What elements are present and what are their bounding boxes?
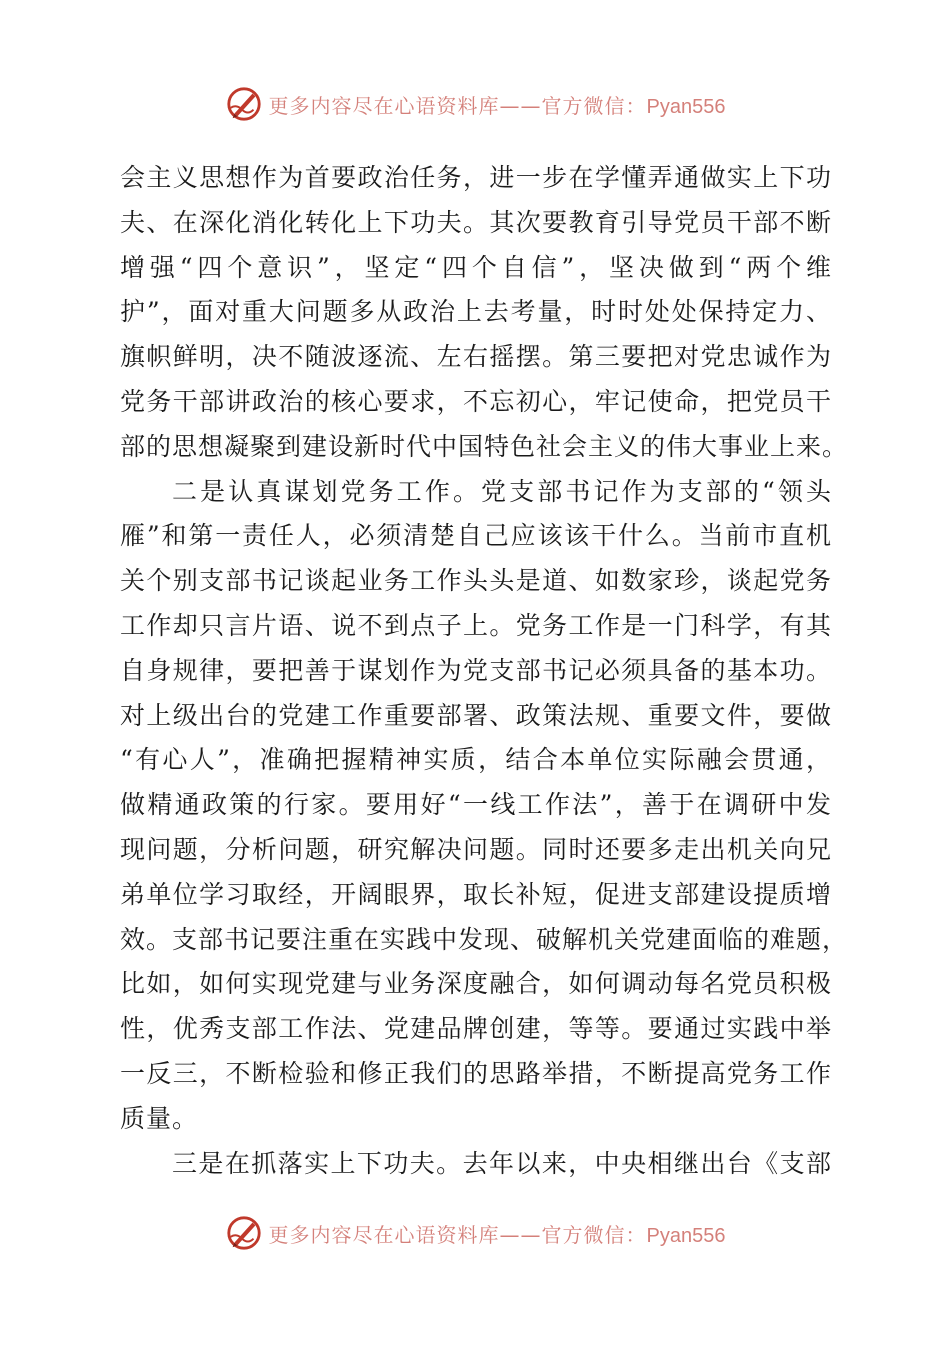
text-line: 做精通政策的行家。要用好“一线工作法”，善于在调研中发 [120,790,832,820]
text-line: 工作却只言片语、说不到点子上。党务工作是一门科学，有其 [120,610,832,640]
header-text [269,90,726,119]
text-line: 一反三，不断检验和修正我们的思路举措，不断提高党务工作 [120,1058,832,1088]
text-line: 雁”和第一责任人，必须清楚自己应该该干什么。当前市直机 [120,521,832,551]
pen-circle-logo-icon [225,85,263,123]
text-line: 旗帜鲜明，决不随波逐流、左右摇摆。第三要把对党忠诚作为 [120,342,832,372]
text-line: 党务干部讲政治的核心要求，不忘初心，牢记使命，把党员干 [120,386,832,416]
text-line: 性，优秀支部工作法、党建品牌创建，等等。要通过实践中举 [120,1014,832,1044]
footer-promo-text: 更多内容尽在心语资料库——官方微信： [268,1222,647,1247]
paragraph-start-line: 三是在抓落实上下功夫。去年以来，中央相继出台《支部 [172,1148,832,1178]
text-line: 弟单位学习取经，开阔眼界，取长补短，促进支部建设提质增 [120,879,832,909]
text-line: 对上级出台的党建工作重要部署、政策法规、重要文件，要做 [120,700,832,730]
text-line: 自身规律，要把善于谋划作为党支部书记必须具备的基本功。 [120,655,832,685]
document-body [120,156,849,1186]
text-line: 现问题，分析问题，研究解决问题。同时还要多走出机关向兄 [120,834,832,864]
text-line: 部的思想凝聚到建设新时代中国特色社会主义的伟大事业上来。 [120,431,849,461]
header-wechat-id: Pyan556 [646,95,726,118]
footer-banner [0,1209,950,1257]
pen-circle-logo-icon [225,1214,263,1252]
text-line: 质量。 [120,1103,199,1133]
header-promo-text: 更多内容尽在心语资料库——官方微信： [268,93,647,118]
paragraph-start-line: 二是认真谋划党务工作。党支部书记作为支部的“领头 [172,476,832,506]
text-line: “有心人”，准确把握精神实质，结合本单位实际融会贯通， [120,745,832,775]
footer-text [269,1219,726,1248]
text-line: 会主义思想作为首要政治任务，进一步在学懂弄通做实上下功 [120,163,832,192]
text-line: 护”，面对重大问题多从政治上去考量，时时处处保持定力、 [120,297,832,327]
footer-wechat-id: Pyan556 [646,1224,726,1247]
text-line: 关个别支部书记谈起业务工作头头是道、如数家珍，谈起党务 [120,566,832,596]
text-line: 比如，如何实现党建与业务深度融合，如何调动每名党员积极 [120,969,832,999]
text-line: 效。支部书记要注重在实践中发现、破解机关党建面临的难题， [120,924,849,954]
header-banner [0,80,950,128]
text-line: 增强“四个意识”，坚定“四个自信”，坚决做到“两个维 [120,252,832,282]
text-line: 夫、在深化消化转化上下功夫。其次要教育引导党员干部不断 [120,207,832,237]
